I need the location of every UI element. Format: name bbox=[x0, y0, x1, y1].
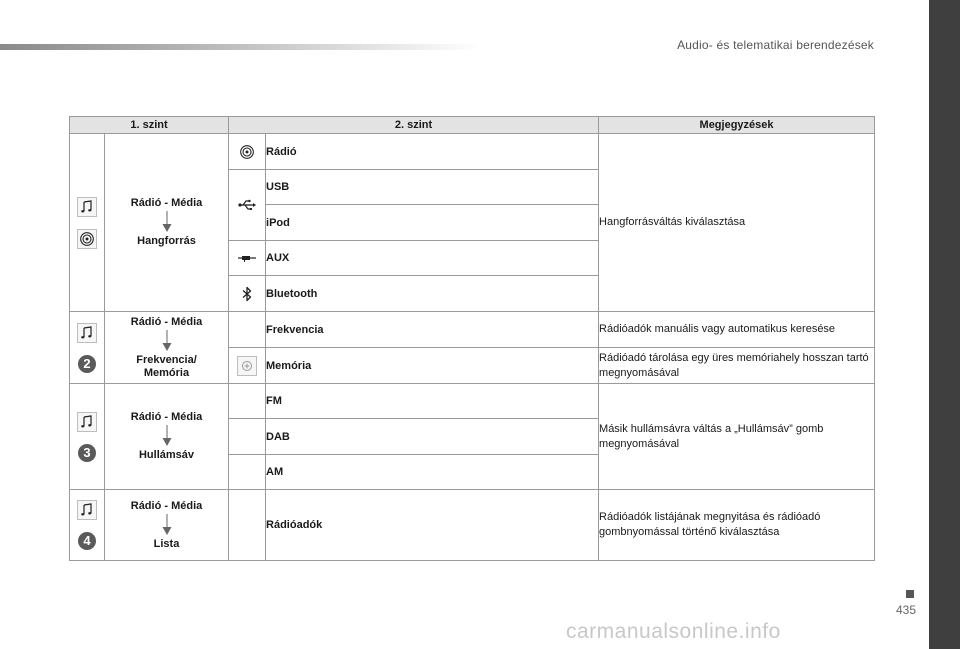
level-badge: 4 bbox=[78, 532, 96, 550]
level1-label bbox=[105, 384, 229, 490]
level2-label: Frekvencia bbox=[266, 312, 599, 348]
level1-subtitle-2: Memória bbox=[143, 366, 190, 379]
aux-icon-cell bbox=[229, 241, 266, 276]
table-row bbox=[70, 312, 875, 348]
level-badge: 3 bbox=[78, 444, 96, 462]
empty-icon-cell bbox=[229, 490, 266, 561]
bluetooth-icon bbox=[242, 286, 252, 302]
empty-icon-cell bbox=[229, 384, 266, 419]
level1-title: Rádió - Média bbox=[130, 197, 203, 209]
header-gradient-bar bbox=[0, 44, 480, 50]
level1-label bbox=[105, 134, 229, 312]
radio-waves-icon bbox=[239, 144, 255, 160]
music-note-icon bbox=[77, 197, 97, 217]
table-row bbox=[70, 490, 875, 561]
radio-waves-icon bbox=[77, 229, 97, 249]
down-arrow-icon bbox=[162, 514, 172, 536]
level2-label: Rádió bbox=[266, 134, 599, 170]
level1-icons bbox=[70, 312, 105, 384]
level2-label: AM bbox=[266, 455, 599, 490]
level2-label: DAB bbox=[266, 419, 599, 455]
level2-label: AUX bbox=[266, 241, 599, 276]
level2-label: Bluetooth bbox=[266, 276, 599, 312]
empty-icon-cell bbox=[229, 455, 266, 490]
down-arrow-icon bbox=[162, 211, 172, 233]
music-note-icon bbox=[77, 412, 97, 432]
note-text: Rádióadók listájának megnyitása és rádióadó gombnyomással történő kiválasztása bbox=[599, 490, 875, 561]
level2-label: iPod bbox=[266, 205, 599, 241]
radio-icon-cell bbox=[229, 134, 266, 170]
col-header-level2: 2. szint bbox=[229, 117, 599, 134]
level2-label: FM bbox=[266, 384, 599, 419]
level1-icons bbox=[70, 384, 105, 490]
level-badge: 2 bbox=[78, 355, 96, 373]
level1-label bbox=[105, 312, 229, 384]
page-number: 435 bbox=[896, 603, 917, 617]
radio-menu-table bbox=[69, 116, 875, 561]
empty-icon-cell bbox=[229, 312, 266, 348]
note-text: Rádióadók manuális vagy automatikus keresése bbox=[599, 312, 875, 348]
table-row bbox=[70, 384, 875, 419]
music-note-icon bbox=[77, 500, 97, 520]
level1-icons bbox=[70, 490, 105, 561]
empty-icon-cell bbox=[229, 419, 266, 455]
level1-icons bbox=[70, 134, 105, 312]
col-header-notes: Megjegyzések bbox=[599, 117, 875, 134]
level1-subtitle: Frekvencia/ bbox=[136, 353, 197, 366]
level1-subtitle: Hullámsáv bbox=[138, 449, 195, 461]
down-arrow-icon bbox=[162, 425, 172, 447]
usb-icon-cell bbox=[229, 170, 266, 241]
table-row bbox=[70, 134, 875, 170]
note-text: Rádióadó tárolása egy üres memóriahely hosszan tartó megnyomásával bbox=[599, 348, 875, 384]
table-header-row bbox=[70, 117, 875, 134]
level2-label: USB bbox=[266, 170, 599, 205]
memory-plus-icon bbox=[237, 356, 257, 376]
level2-label: Rádióadók bbox=[266, 490, 599, 561]
level2-label: Memória bbox=[266, 348, 599, 384]
level1-title: Rádió - Média bbox=[130, 315, 203, 328]
col-header-level1: 1. szint bbox=[70, 117, 229, 134]
level1-label bbox=[105, 490, 229, 561]
down-arrow-icon bbox=[162, 330, 172, 352]
memory-icon-cell bbox=[229, 348, 266, 384]
bluetooth-icon-cell bbox=[229, 276, 266, 312]
level1-title: Rádió - Média bbox=[130, 499, 203, 512]
level1-subtitle: Hangforrás bbox=[137, 235, 196, 247]
page-header-title: Audio- és telematikai berendezések bbox=[677, 38, 874, 52]
music-note-icon bbox=[77, 323, 97, 343]
page-marker bbox=[906, 590, 914, 598]
note-text: Hangforrásváltás kiválasztása bbox=[599, 134, 875, 312]
aux-plug-icon bbox=[238, 254, 256, 262]
level1-subtitle: Lista bbox=[153, 537, 180, 550]
note-text: Másik hullámsávra váltás a „Hullámsáv” gomb megnyomásával bbox=[599, 384, 875, 490]
level1-title: Rádió - Média bbox=[130, 411, 203, 423]
usb-icon bbox=[238, 199, 256, 211]
watermark-text: carmanualsonline.info bbox=[566, 620, 781, 643]
right-edge-strip bbox=[929, 0, 960, 649]
